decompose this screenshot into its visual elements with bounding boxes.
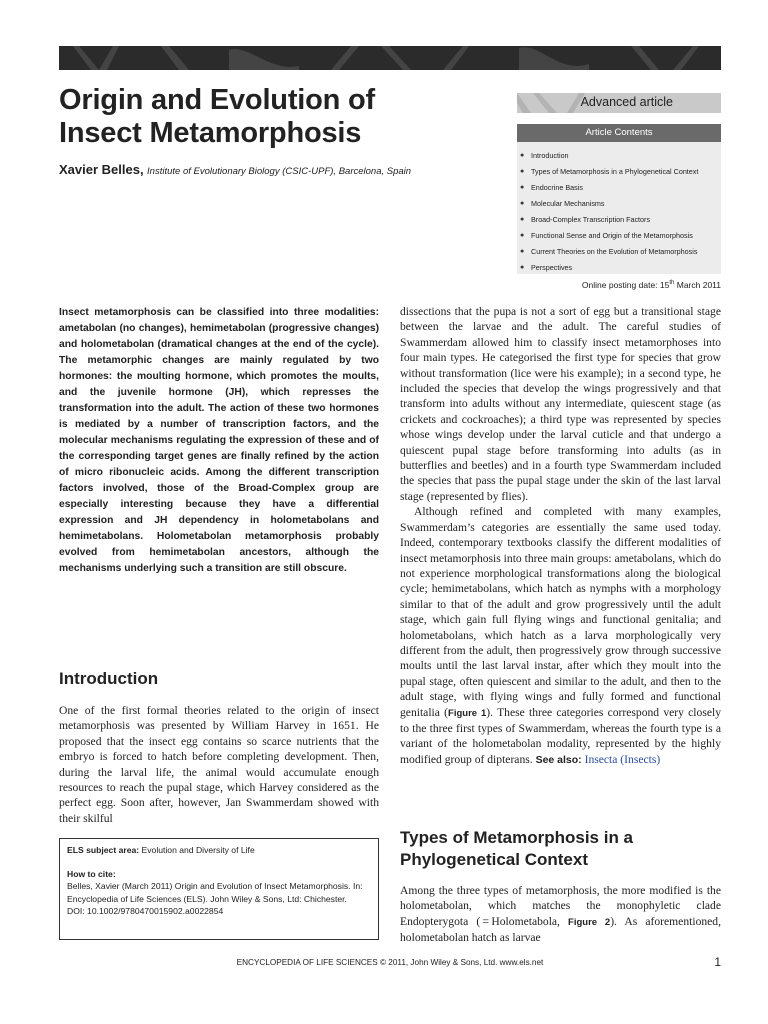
see-also-link[interactable]: Insecta (Insects) [584, 752, 661, 766]
contents-item[interactable] [520, 211, 721, 227]
bullet-icon: ● [520, 167, 525, 175]
author-line [59, 162, 479, 177]
contents-item-label: Endocrine Basis [531, 182, 583, 192]
figure-2-reference[interactable]: Figure 2 [568, 916, 611, 928]
bullet-icon: ● [520, 231, 525, 239]
contents-item[interactable] [520, 243, 721, 259]
contents-list [517, 142, 721, 275]
contents-item-label: Molecular Mechanisms [531, 198, 605, 208]
para2-text-b: ). These three categories correspond very closely to the three first types of Swammerdam, whereas the fourth type is a variant of the holometabolan modality, represented by the highly modified group of dipterans. [400, 705, 721, 766]
contents-item[interactable] [520, 179, 721, 195]
author-name: Xavier Belles, [59, 162, 144, 177]
how-to-cite-label: How to cite: [67, 868, 116, 879]
contents-item[interactable] [520, 195, 721, 211]
para3-text-a: Among the three types of metamorphosis, the more modified is the holometabolan, which matches the monophyletic clade Endopterygota ( = Holometabola, [400, 884, 721, 928]
article-contents-title: Article Contents [585, 127, 653, 138]
article-type-label: Advanced article [580, 95, 673, 109]
contents-item[interactable] [520, 163, 721, 179]
figure-1-reference[interactable]: Figure 1 [448, 707, 487, 719]
abstract: Insect metamorphosis can be classified into three modalities: ametabolan (no changes), hemimetabolan (progressive changes) and holometabolan (dramatical changes at the end of the cycle). The metamorphic changes are mainly regulated by two hormones: the moulting hormone, which promotes the moults, and the juvenile hormone (JH), which represses the transformation into the adult. The action of these two hormones is mediated by a number of transcription factors, and the molecular mechanisms regulating the expression of these and of the corresponding target genes are finally refined by the action of micro ribonucleic acids. Among the different transcription factors involved, those of the Broad-Complex group are especially interesting because they have a differential expression and JH dependency in holometabolans and hemimetabolans. Holometabolan metamorphosis probably evolved from hemimetabolan ancestors, although the mechanisms underlying such a transition are still obscure. [59, 307, 379, 574]
right-column-body [400, 304, 721, 768]
section-heading-introduction: Introduction [59, 669, 159, 688]
intro-paragraph: One of the first formal theories related to the origin of insect metamorphosis was presented by William Harvey in 1651. He proposed that the insect egg contains so scarce nutrients that the embryo is forced to hatch before completing development. Then, during the larval life, the animal would accumulate enough resources to reach the pupal stage, which Harvey considered as the perfect egg. Soon after, however, Jan Swammerdam showed with their skilful [59, 704, 379, 825]
subject-area-label: ELS subject area: [67, 845, 140, 855]
contents-item-label: Broad-Complex Transcription Factors [531, 214, 651, 224]
contents-item[interactable] [520, 147, 721, 163]
author-affiliation: Institute of Evolutionary Biology (CSIC-UPF), Barcelona, Spain [147, 166, 412, 177]
header-banner [59, 46, 721, 70]
contents-item-label: Types of Metamorphosis in a Phylogenetical Context [531, 166, 699, 176]
bullet-icon: ● [520, 183, 525, 191]
bullet-icon: ● [520, 151, 525, 159]
doi: DOI: 10.1002/9780470015902.a0022854 [67, 906, 224, 917]
contents-item-label: Perspectives [531, 262, 573, 272]
posting-prefix: Online posting date: 15 [581, 280, 670, 290]
how-to-cite-text: Belles, Xavier (March 2011) Origin and Evolution of Insect Metamorphosis. In: Encyclopedia of Life Sciences (ELS). John Wiley & Sons, Ltd: Chichester. [67, 881, 363, 904]
bullet-icon: ● [520, 215, 525, 223]
types-body [400, 883, 721, 946]
title-line-2: Insect Metamorphosis [59, 117, 362, 149]
article-contents [517, 124, 721, 274]
page-number: 1 [714, 955, 721, 969]
citation-box [59, 838, 379, 940]
para2-text-a: Although refined and completed with many examples, Swammerdam’s categories are essentially the same used today. Indeed, contemporary textbooks classify the different modalities of insect metamorphosis into three main groups: ametabolans, which do not experience morphological transformations along the biological cycle; hemimetabolans, which hatch as nymphs with a morphology similar to that of the adult and grow progressively until the adult stage, which gain full flying wings and functional genitalia; and holometabolans, which hatch as a larva morphologically very different from the adult, then progressively grow through successive moults until the last larval instar, after which they moult into the pupal stage, often quiescent and similar to the adult, and then to the adult stage, with flying wings and fully formed and functional genitalia ( [400, 505, 722, 719]
section-heading-line-1: Types of Metamorphosis in a [400, 828, 634, 847]
page-footer: ENCYCLOPEDIA OF LIFE SCIENCES © 2011, John Wiley & Sons, Ltd. www.els.net [236, 958, 544, 967]
para3-text-b: ). As aforementioned, holometabolan hatch as larvae [400, 914, 722, 945]
types-paragraph [400, 883, 721, 946]
contents-item-label: Functional Sense and Origin of the Metamorphosis [531, 230, 693, 240]
banner-pattern [59, 46, 721, 70]
subject-area-value: Evolution and Diversity of Life [139, 845, 255, 855]
title-line-1: Origin and Evolution of [59, 84, 375, 116]
contents-item[interactable] [520, 227, 721, 243]
posting-sup: th [669, 280, 675, 287]
section-heading-types [400, 827, 633, 871]
bullet-icon: ● [520, 247, 525, 255]
page-title [59, 84, 479, 150]
right-paragraph-2 [400, 504, 721, 768]
section-heading-line-2: Phylogenetical Context [400, 850, 588, 869]
bullet-icon: ● [520, 199, 525, 207]
see-also-label: See also: [535, 753, 582, 766]
intro-body [59, 703, 379, 826]
posting-suffix: March 2011 [674, 280, 721, 290]
contents-item-label: Current Theories on the Evolution of Metamorphosis [531, 246, 698, 256]
online-posting-date [517, 280, 721, 290]
article-type-badge [517, 93, 721, 113]
contents-item-label: Introduction [531, 150, 569, 160]
right-paragraph-1: dissections that the pupa is not a sort of egg but a transitional stage between the larvae and the adult. The careful studies of Swammerdam allowed him to classify insect metamorphoses into four main types. He categorised the first type for species that grow without transformation (lice were his example); in a second type, he included the species that develop the wings progressively and that transform into adults without any intermediate, quiescent stage (as crickets and cockroaches); a third type was represented by species whose wings develop under the larval cuticle and that undergo a quiescent pupal stage before transforming into adults (as in butterflies and beetles) and in a fourth type Swammerdam included the species that pass the pupal stage under the skin of the last larval stage (represented by flies). [400, 305, 721, 503]
bullet-icon: ● [520, 263, 525, 271]
contents-item[interactable] [520, 259, 721, 275]
article-contents-header [517, 124, 721, 142]
subject-area [67, 844, 371, 857]
